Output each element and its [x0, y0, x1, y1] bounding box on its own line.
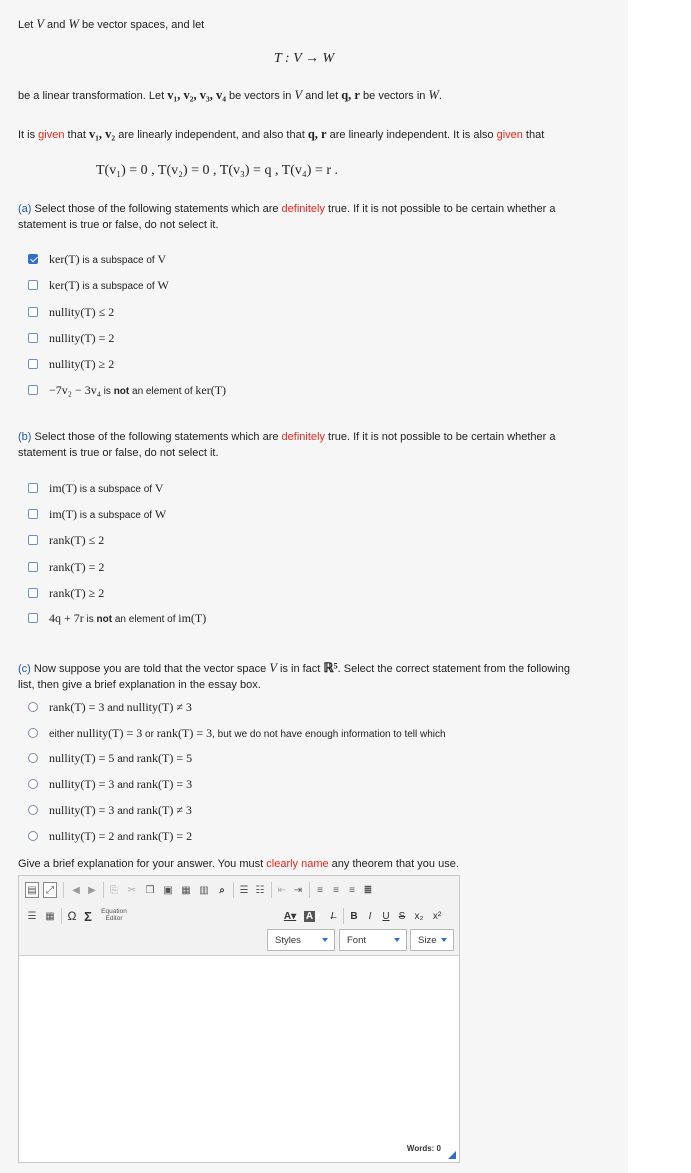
numbered-list-icon[interactable]: ☰ — [239, 884, 249, 896]
font-dropdown[interactable] — [339, 929, 407, 951]
option-math: nullity(T) ≠ 3 — [126, 699, 192, 714]
text: that — [64, 129, 89, 141]
part-b-checkbox[interactable] — [28, 483, 38, 493]
intro-line-3 — [18, 126, 544, 143]
strikethrough-button[interactable]: S — [398, 910, 406, 922]
part-a-option[interactable] — [28, 252, 166, 266]
text: . — [438, 90, 442, 102]
option-math: nullity(T) ≤ 2 — [49, 304, 115, 319]
part-b-checkbox[interactable] — [28, 562, 38, 572]
table-icon[interactable]: ▦ — [45, 910, 55, 922]
option-label — [49, 777, 192, 792]
option-math: im(T) — [178, 610, 207, 625]
text: true. If it is not possible to be certain whether a — [324, 203, 556, 215]
part-a-checkbox[interactable] — [28, 359, 38, 369]
text: and let — [302, 90, 342, 102]
part-c-option[interactable] — [28, 700, 192, 714]
align-right-icon[interactable]: ≡ — [349, 884, 355, 896]
undo-icon[interactable]: ◀ — [72, 884, 80, 896]
option-label — [49, 803, 192, 818]
text: are linearly independent. It is also — [326, 129, 497, 141]
subscript-button[interactable]: x₂ — [414, 910, 424, 922]
font-label: Font — [347, 934, 367, 946]
option-math: W — [154, 506, 167, 521]
part-b-option[interactable] — [28, 560, 104, 574]
redo-icon[interactable]: ▶ — [88, 884, 96, 896]
option-text: is a subspace of — [79, 280, 158, 292]
part-a-prompt — [18, 201, 555, 233]
separator — [61, 908, 62, 924]
separator — [343, 908, 344, 924]
part-b-checkbox[interactable] — [28, 535, 38, 545]
resize-handle-icon[interactable] — [448, 1151, 456, 1159]
part-a-checkbox[interactable] — [28, 333, 38, 343]
text: is in fact — [276, 663, 324, 675]
text: It is — [18, 129, 39, 141]
option-math: rank(T) = 3 — [136, 776, 193, 791]
text: statement is true or false, do not select it. — [18, 447, 219, 459]
horizontal-line-icon[interactable]: ☰ — [27, 910, 37, 922]
math-vectors-qr: q, r — [341, 88, 360, 102]
math-R5: ℝ⁵ — [323, 660, 338, 675]
option-math: nullity(T) = 3 — [49, 802, 115, 817]
definitely-highlight: definitely — [281, 431, 325, 443]
part-c-option[interactable] — [28, 777, 192, 791]
option-text: is a subspace of — [77, 509, 155, 521]
option-text: an element of — [112, 613, 179, 625]
part-a-option[interactable] — [28, 383, 226, 397]
bg-color-icon[interactable]: A ▾ — [305, 910, 321, 922]
math-W: W — [428, 88, 439, 102]
part-a-option[interactable] — [28, 278, 169, 292]
find-icon[interactable]: ⌕ — [219, 884, 225, 896]
option-math: nullity(T) ≥ 2 — [49, 356, 115, 371]
justify-icon[interactable]: ≣ — [363, 884, 373, 896]
part-a-option[interactable] — [28, 305, 114, 319]
chevron-down-icon — [394, 938, 400, 942]
option-label — [49, 357, 114, 372]
styles-label: Styles — [275, 934, 301, 946]
option-text: , but we do not have enough information to tell which — [212, 728, 446, 740]
separator — [271, 882, 272, 898]
option-text: and — [114, 805, 137, 817]
option-label — [49, 507, 166, 522]
math-equations: T(v₁) = 0 , T(v₂) = 0 , T(v₃) = q , T(v₄) = r . — [96, 163, 339, 178]
outdent-icon[interactable]: ⇤ — [277, 884, 287, 896]
part-a-checkbox[interactable] — [28, 280, 38, 290]
separator — [103, 882, 104, 898]
part-c-option[interactable] — [28, 803, 192, 817]
option-text: is — [100, 385, 114, 397]
part-c-option[interactable] — [28, 751, 192, 765]
option-math: nullity(T) = 2 — [49, 330, 115, 345]
equation-editor-button[interactable] — [97, 907, 131, 923]
copy-format-icon[interactable]: ⎘ — [110, 884, 118, 896]
option-text: is a subspace of — [79, 254, 158, 266]
option-text: is a subspace of — [77, 483, 155, 495]
given-highlight: given — [38, 129, 65, 141]
chevron-down-icon — [441, 938, 447, 942]
part-b-prompt — [18, 429, 555, 461]
underline-button[interactable]: U — [382, 910, 390, 922]
part-b-option[interactable] — [28, 481, 164, 495]
text: Select those of the following statements which are — [31, 431, 282, 443]
math-W: W — [68, 17, 79, 31]
option-math: V — [154, 480, 164, 495]
text: Select those of the following statements which are — [31, 203, 282, 215]
display-equations — [96, 163, 338, 179]
option-label — [49, 560, 104, 575]
math-V: V — [294, 88, 303, 102]
option-text: and — [114, 831, 137, 843]
cut-icon[interactable]: ✂ — [127, 884, 137, 896]
part-a-checkbox[interactable] — [28, 307, 38, 317]
option-text: and — [114, 753, 137, 765]
option-math: rank(T) ≠ 3 — [136, 802, 192, 817]
option-text: an element of — [129, 385, 196, 397]
option-label — [49, 611, 206, 626]
text: be a linear transformation. Let — [18, 90, 168, 102]
part-c-prompt — [18, 660, 570, 693]
equation-label: Equation — [101, 908, 127, 915]
option-math: 4q + 7r — [49, 610, 84, 625]
display-map — [274, 51, 334, 67]
text: list, then give a brief explanation in the essay box. — [18, 679, 261, 691]
part-b-option[interactable] — [28, 586, 104, 600]
text: be vectors in — [225, 90, 295, 102]
option-math: rank(T) = 5 — [136, 750, 193, 765]
part-a-checkbox[interactable] — [28, 385, 38, 395]
math-v12: v₁, v₂ — [88, 127, 116, 141]
option-math: ker(T) — [49, 251, 80, 266]
essay-text-area[interactable] — [19, 957, 459, 1137]
option-text: or — [142, 728, 157, 740]
math-V: V — [269, 661, 277, 675]
part-b-checkbox[interactable] — [28, 588, 38, 598]
editor-footer — [19, 1138, 459, 1162]
part-c-option[interactable] — [28, 726, 446, 740]
part-a-option[interactable] — [28, 357, 114, 371]
editor-label: Editor — [105, 915, 123, 922]
definitely-highlight: definitely — [281, 203, 325, 215]
option-math: rank(T) = 2 — [136, 828, 193, 843]
bold-button[interactable]: B — [350, 910, 358, 922]
part-c-label: (c) — [18, 663, 31, 675]
option-bold: not — [113, 385, 130, 397]
text: . Select the correct statement from the following — [337, 663, 570, 675]
superscript-button[interactable]: x² — [432, 910, 442, 922]
text: be vector spaces, and let — [78, 19, 205, 31]
text: Let — [18, 19, 37, 31]
option-text: and — [104, 702, 127, 714]
option-math: W — [157, 277, 169, 292]
option-math: −7v₂ − 3v₄ — [49, 382, 101, 397]
align-left-icon[interactable]: ≡ — [317, 884, 323, 896]
indent-icon[interactable]: ⇥ — [293, 884, 303, 896]
align-center-icon[interactable]: ≡ — [333, 884, 339, 896]
option-label — [49, 586, 104, 601]
source-icon[interactable]: ▤ — [25, 882, 39, 898]
part-b-option[interactable] — [28, 533, 104, 547]
text: statement is true or false, do not select it. — [18, 219, 219, 231]
option-math: nullity(T) = 3 — [49, 776, 115, 791]
option-math: rank(T) ≤ 2 — [49, 532, 105, 547]
text: Give a brief explanation for your answer. You must — [18, 858, 267, 870]
option-label — [49, 726, 446, 741]
paste-icon[interactable]: ▣ — [163, 884, 173, 896]
option-math: rank(T) = 2 — [49, 559, 105, 574]
text: and — [44, 19, 69, 31]
option-math: im(T) — [49, 506, 77, 521]
part-a-checkbox[interactable] — [28, 254, 38, 264]
math-qr: q, r — [307, 127, 327, 141]
option-label — [49, 278, 169, 293]
math-T: T — [274, 51, 282, 66]
essay-editor — [18, 875, 460, 1163]
option-label — [49, 331, 114, 346]
editor-toolbar — [19, 876, 459, 956]
part-c-radio[interactable] — [28, 805, 38, 815]
part-b-label: (b) — [18, 431, 32, 443]
remove-format-icon[interactable]: I̶ — [330, 910, 334, 922]
part-c-radio[interactable] — [28, 728, 38, 738]
option-label — [49, 751, 192, 766]
option-label — [49, 481, 164, 496]
option-math: nullity(T) = 5 — [49, 750, 115, 765]
separator — [309, 882, 310, 898]
clearly-name-highlight: clearly name — [266, 858, 329, 870]
styles-dropdown[interactable] — [267, 929, 335, 951]
text: be vectors in — [359, 90, 429, 102]
size-label: Size — [418, 934, 437, 946]
part-b-checkbox[interactable] — [28, 509, 38, 519]
maximize-icon[interactable]: ⤢ — [43, 882, 57, 898]
part-a-label: (a) — [18, 203, 32, 215]
option-label — [49, 252, 166, 267]
size-dropdown[interactable] — [410, 929, 454, 951]
part-c-option[interactable] — [28, 829, 192, 843]
paste-word-icon[interactable]: ▥ — [199, 884, 209, 896]
intro-line-2 — [18, 87, 442, 104]
part-b-option[interactable] — [28, 611, 206, 625]
option-label — [49, 533, 104, 548]
copy-icon[interactable]: ❐ — [145, 884, 155, 896]
option-bold: not — [96, 613, 113, 625]
option-text: and — [114, 779, 137, 791]
part-a-option[interactable] — [28, 331, 114, 345]
option-label — [49, 383, 226, 398]
text-color-icon[interactable]: A▾ — [283, 910, 297, 922]
word-count: Words: 0 — [406, 1144, 441, 1153]
text: true. If it is not possible to be certain whether a — [324, 431, 556, 443]
text: that — [522, 129, 545, 141]
part-b-option[interactable] — [28, 507, 166, 521]
sigma-icon[interactable]: Σ — [84, 908, 92, 924]
special-char-icon[interactable]: Ω — [67, 909, 77, 923]
part-b-checkbox[interactable] — [28, 613, 38, 623]
option-math: rank(T) = 3 — [156, 725, 213, 740]
separator — [63, 882, 64, 898]
option-label — [49, 305, 114, 320]
part-c-radio[interactable] — [28, 702, 38, 712]
math-V: V — [36, 17, 44, 31]
option-label — [49, 829, 192, 844]
option-math: V — [157, 251, 167, 266]
option-math: ker(T) — [195, 382, 227, 397]
option-label — [49, 700, 192, 715]
option-text: is — [83, 613, 97, 625]
text: are linearly independent, and also that — [115, 129, 308, 141]
given-highlight: given — [496, 129, 523, 141]
explanation-instructions — [18, 856, 459, 872]
part-c-radio[interactable] — [28, 779, 38, 789]
part-c-radio[interactable] — [28, 753, 38, 763]
option-math: im(T) — [49, 480, 77, 495]
chevron-down-icon — [322, 938, 328, 942]
bulleted-list-icon[interactable]: ☷ — [255, 884, 265, 896]
option-math: nullity(T) = 3 — [76, 725, 143, 740]
text: any theorem that you use. — [328, 858, 459, 870]
option-math: ker(T) — [49, 277, 80, 292]
option-math: nullity(T) = 2 — [49, 828, 115, 843]
italic-button[interactable]: I — [368, 910, 372, 922]
option-text: either — [49, 728, 77, 740]
separator — [233, 882, 234, 898]
intro-line-1 — [18, 16, 204, 33]
part-c-radio[interactable] — [28, 831, 38, 841]
math-vectors-v: v₁, v₂, v₃, v₄ — [167, 88, 226, 102]
text: Now suppose you are told that the vector space — [30, 663, 270, 675]
option-math: rank(T) = 3 — [49, 699, 105, 714]
math-map: : V → W — [281, 51, 335, 66]
option-math: rank(T) ≥ 2 — [49, 585, 105, 600]
paste-text-icon[interactable]: ▦ — [181, 884, 191, 896]
